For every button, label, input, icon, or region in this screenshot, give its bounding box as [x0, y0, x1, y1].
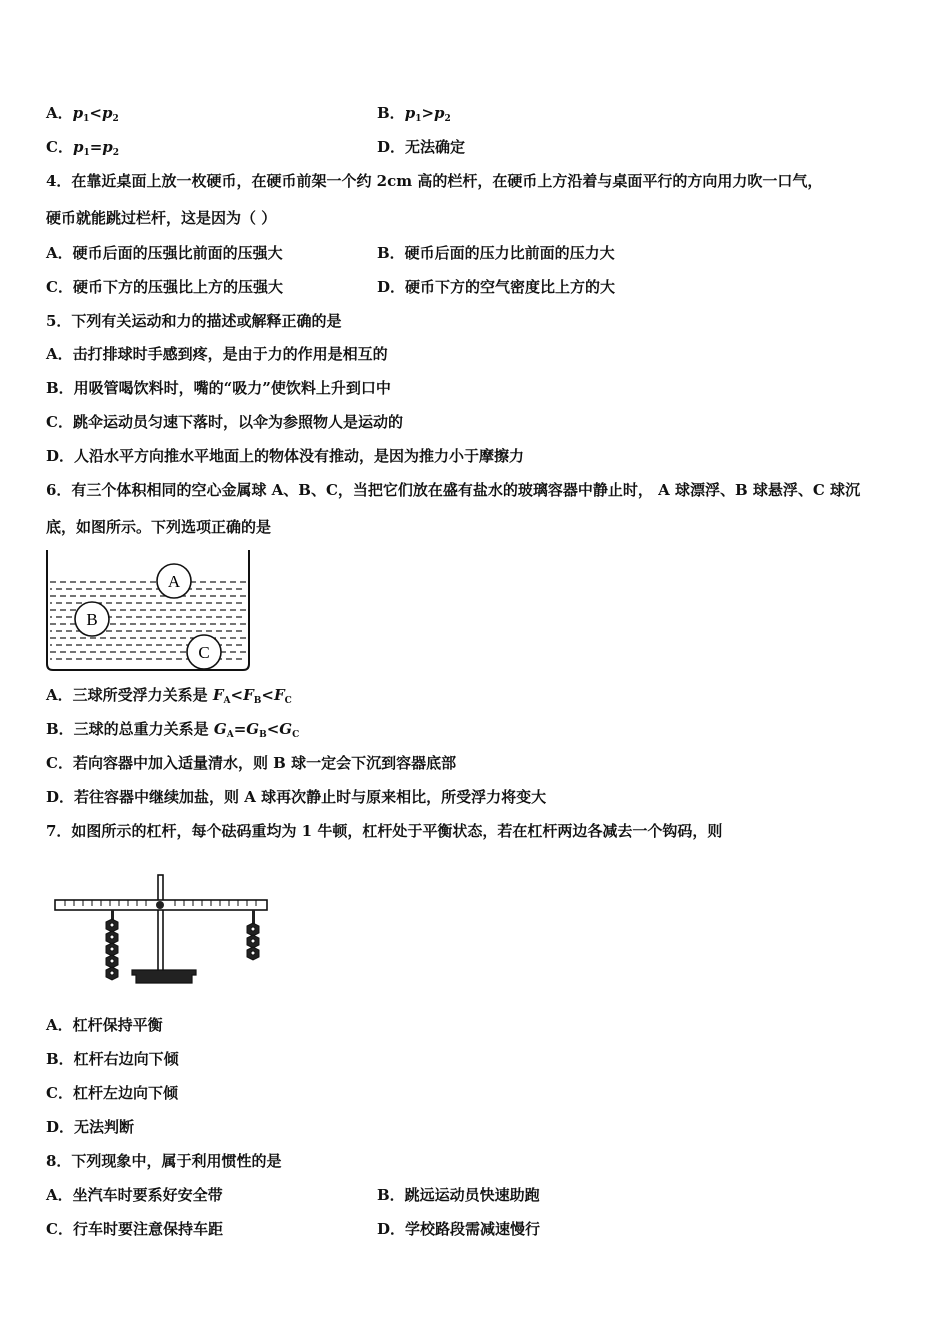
q8-stem: 8．下列现象中，属于利用惯性的是: [46, 1152, 282, 1170]
lever-figure: [50, 872, 272, 990]
q4-stem-line1: 4．在靠近桌面上放一枚硬币，在硬币前架一个约 2cm 高的栏杆，在硬币上方沿着与桌面平行的方向用力吹一口气，: [46, 172, 823, 190]
q4-option-d[interactable]: D．硬币下方的空气密度比上方的大: [377, 278, 616, 296]
q8-option-a[interactable]: A．坐汽车时要系好安全带: [46, 1186, 223, 1204]
q7-option-c[interactable]: C．杠杆左边向下倾: [46, 1084, 178, 1102]
q4-option-a[interactable]: A．硬币后面的压强比前面的压强大: [46, 244, 283, 262]
q4-stem-line2: 硬币就能跳过栏杆，这是因为（ ）: [46, 209, 277, 227]
q8-option-d[interactable]: D．学校路段需减速慢行: [377, 1220, 541, 1238]
left-hook: [111, 910, 114, 920]
q6-stem-line1: 6．有三个体积相同的空心金属球 A、B、C，当把它们放在盛有盐水的玻璃容器中静止时， A 球漂浮、B 球悬浮、C 球沉: [46, 481, 861, 499]
q6-option-c[interactable]: C．若向容器中加入适量清水，则 B 球一定会下沉到容器底部: [46, 754, 457, 772]
left-weights: [106, 919, 118, 980]
ball-a-label: A: [167, 572, 181, 591]
ball-a: [157, 564, 191, 598]
q4-option-c[interactable]: C．硬币下方的压强比上方的压强大: [46, 278, 283, 296]
q7-stem: 7．如图所示的杠杆，每个砝码重均为 1 牛顿，杠杆处于平衡状态，若在杠杆两边各减去一个钩码，则: [46, 822, 723, 840]
q7-option-a[interactable]: A．杠杆保持平衡: [46, 1016, 163, 1034]
lever-stand-post: [158, 875, 163, 975]
q6-option-a[interactable]: A．三球所受浮力关系是 $F_A<F_B<F_C$: [46, 686, 292, 706]
q3-option-c[interactable]: C．$p_1=p_2$: [46, 138, 120, 158]
q5-option-b[interactable]: B．用吸管喝饮料时，嘴的“吸力”使饮料上升到口中: [46, 379, 391, 397]
ball-c: [187, 635, 221, 669]
q7-option-d[interactable]: D．无法判断: [46, 1118, 135, 1136]
ball-b-label: B: [86, 610, 98, 629]
q8-option-c[interactable]: C．行车时要注意保持车距: [46, 1220, 223, 1238]
q6-option-d[interactable]: D．若往容器中继续加盐，则 A 球再次静止时与原来相比，所受浮力将变大: [46, 788, 547, 806]
q3-option-a[interactable]: A．$p_1<p_2$: [46, 104, 119, 124]
q5-option-c[interactable]: C．跳伞运动员匀速下落时，以伞为参照物人是运动的: [46, 413, 403, 431]
lever-pivot: [156, 901, 164, 909]
q4-option-b[interactable]: B．硬币后面的压力比前面的压力大: [377, 244, 615, 262]
lever-stand-base: [132, 970, 196, 983]
q6-stem-line2: 底，如图所示。下列选项正确的是: [46, 518, 272, 536]
salt-water-container-figure: [44, 548, 252, 674]
q5-option-d[interactable]: D．人沿水平方向推水平地面上的物体没有推动，是因为推力小于摩擦力: [46, 447, 525, 465]
right-hook: [252, 910, 255, 924]
q3-option-b[interactable]: B．$p_1>p_2$: [377, 104, 451, 124]
q5-option-a[interactable]: A．击打排球时手感到疼，是由于力的作用是相互的: [46, 345, 388, 363]
q5-stem: 5．下列有关运动和力的描述或解释正确的是: [46, 312, 342, 330]
q8-option-b[interactable]: B．跳远运动员快速助跑: [377, 1186, 540, 1204]
q3-option-d[interactable]: D．无法确定: [377, 138, 466, 156]
ball-b: [75, 602, 109, 636]
q6-option-b[interactable]: B．三球的总重力关系是 $G_A=G_B<G_C$: [46, 720, 300, 740]
ball-c-label: C: [198, 643, 210, 662]
right-weights: [247, 923, 259, 960]
q7-option-b[interactable]: B．杠杆右边向下倾: [46, 1050, 179, 1068]
